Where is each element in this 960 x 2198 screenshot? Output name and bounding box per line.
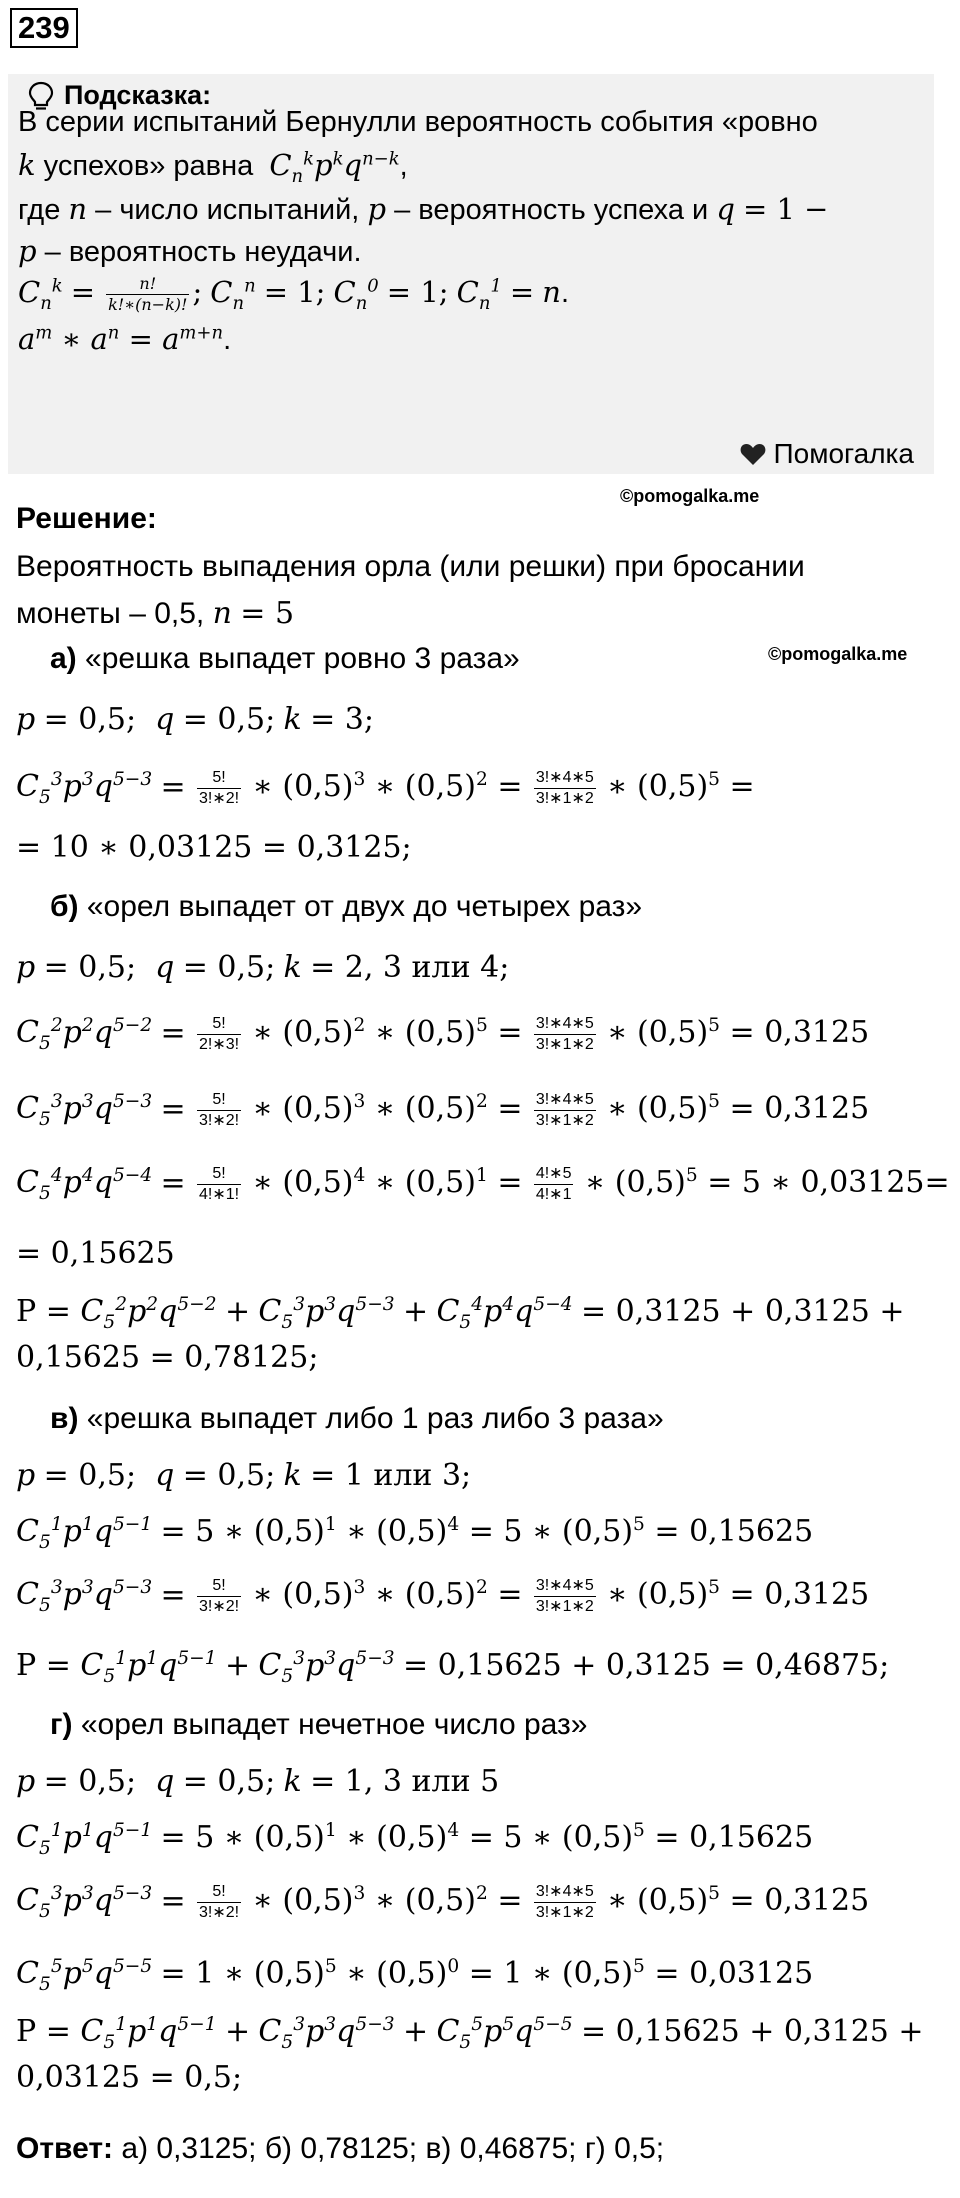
intro-line-1: Вероятность выпадения орла (или решки) при бросании (16, 550, 805, 583)
part-g-calc-2: $C_5^3p^3q^{5-3}$ = $\frac{5!}{3!∗2!}$ ∗ $(0,5)^3$ ∗ $(0,5)^2$ = $\frac{3!∗4∗5}{3!∗1∗2}$ ∗ $(0,5)^5 = 0,3125$ (16, 1883, 870, 1923)
answer (16, 2132, 664, 2166)
part-b-calc-2: $C_5^3p^3q^{5-3}$ = $\frac{5!}{3!∗2!}$ ∗ $(0,5)^3$ ∗ $(0,5)^2$ = $\frac{3!∗4∗5}{3!∗1∗2}$ ∗ $(0,5)^5 = 0,3125$ (16, 1091, 870, 1131)
answer-label: Ответ: (16, 2132, 114, 2165)
part-g-params: p = 0,5; q = 0,5; k = 1, 3 или 5 (16, 1764, 500, 1799)
part-g-total: $P = C_5^1p^1q^{5-1} + C_5^3p^3q^{5-3} + C_5^5p^5q^{5-5} = 0,15625 + 0,3125$ + (16, 2014, 924, 2053)
answer-text: а) 0,3125; б) 0,78125; в) 0,46875; г) 0,5; (121, 2132, 665, 2165)
part-b-calc-1: $C_5^2p^2q^{5-2}$ = $\frac{5!}{2!∗3!}$ ∗ $(0,5)^2$ ∗ $(0,5)^5$ = $\frac{3!∗4∗5}{3!∗1∗2}$ ∗ $(0,5)^5 = 0,3125$ (16, 1015, 870, 1055)
hint-box (8, 74, 934, 474)
part-b-total-result: 0,15625 = 0,78125; (16, 1340, 319, 1375)
part-g-calc-1: $C_5^1p^1q^{5-1} = 5$ ∗ $(0,5)^1$ ∗ $(0,5)^4 = 5$ ∗ $(0,5)^5 = 0,15625$ (16, 1820, 814, 1859)
part-v-params: p = 0,5; q = 0,5; k = 1 или 3; (16, 1458, 472, 1493)
part-b-calc-3: $C_5^4p^4q^{5-4}$ = $\frac{5!}{4!∗1!}$ ∗ $(0,5)^4$ ∗ $(0,5)^1$ = $\frac{4!∗5}{4!∗1}$ ∗ $(0,5)^5 = 5$ ∗ 0,03125= (16, 1165, 950, 1205)
part-b-calc-3-result: = 0,15625 (16, 1236, 175, 1271)
part-v-title: в) «решка выпадет либо 1 раз либо 3 раза» (50, 1402, 664, 1435)
hint-formula-comb: $C_n^k$ = $\frac{n!}{k!∗(n-k)!}$ ; $C_n^n = 1$; $C_n^0 = 1$; $C_n^1 = n$. (18, 274, 570, 314)
part-b-params: p = 0,5; q = 0,5; k = 2, 3 или 4; (16, 950, 510, 985)
part-a-params: p = 0,5; q = 0,5; k = 3; (16, 702, 374, 737)
part-a-title: а) «решка выпадет ровно 3 раза» (50, 642, 520, 675)
brand (740, 438, 914, 470)
part-g-calc-3: $C_5^5p^5q^{5-5} = 1$ ∗ $(0,5)^5$ ∗ $(0,5)^0 = 1$ ∗ $(0,5)^5 = 0,03125$ (16, 1956, 814, 1995)
watermark: ©pomogalka.me (768, 644, 908, 664)
watermark: ©pomogalka.me (620, 486, 760, 506)
part-b-total: $P = C_5^2p^2q^{5-2} + C_5^3p^3q^{5-3} + C_5^4p^4q^{5-4} = 0,3125 + 0,3125$ + (16, 1294, 905, 1333)
hint-line-4: p – вероятность неудачи. (18, 234, 362, 268)
part-v-calc-1: $C_5^1p^1q^{5-1} = 5$ ∗ $(0,5)^1$ ∗ $(0,5)^4 = 5$ ∗ $(0,5)^5 = 0,15625$ (16, 1514, 814, 1553)
intro-line-2: монеты – 0,5, n = 5 (16, 596, 295, 631)
solution-heading: Решение: (16, 502, 157, 535)
part-b-title: б) «орел выпадет от двух до четырех раз» (50, 890, 643, 923)
part-v-calc-2: $C_5^3p^3q^{5-3}$ = $\frac{5!}{3!∗2!}$ ∗ $(0,5)^3$ ∗ $(0,5)^2$ = $\frac{3!∗4∗5}{3!∗1∗2}$ ∗ $(0,5)^5 = 0,3125$ (16, 1577, 870, 1617)
brand-name: Помогалка (773, 438, 914, 469)
hint-title-text: Подсказка: (64, 80, 212, 110)
problem-number: 239 (10, 8, 78, 48)
heart-icon (740, 442, 766, 466)
part-a-calc: $C_5^3p^3q^{5-3}$ = $\frac{5!}{3!∗2!}$ ∗ $(0,5)^3$ ∗ $(0,5)^2$ = $\frac{3!∗4∗5}{3!∗1∗2}$ ∗ $(0,5)^5$ = (16, 769, 755, 809)
hint-line-1: В серии испытаний Бернулли вероятность события «ровно (18, 106, 818, 138)
part-g-title: г) «орел выпадет нечетное число раз» (50, 1708, 588, 1741)
hint-formula-power: $a^m$ ∗ $a^n = a^{m+n}$. (18, 322, 232, 356)
part-g-total-result: 0,03125 = 0,5; (16, 2060, 243, 2095)
part-a-result: = 10 ∗ 0,03125 = 0,3125; (16, 830, 412, 865)
hint-line-2: k успехов» равна $C_n^kp^kq^{n-k}$, (18, 148, 408, 187)
hint-line-3: где n – число испытаний, p – вероятность успеха и q = 1 − (18, 192, 829, 226)
part-v-total: $P = C_5^1p^1q^{5-1} + C_5^3p^3q^{5-3} = 0,15625 + 0,3125 = 0,46875$; (16, 1648, 890, 1687)
